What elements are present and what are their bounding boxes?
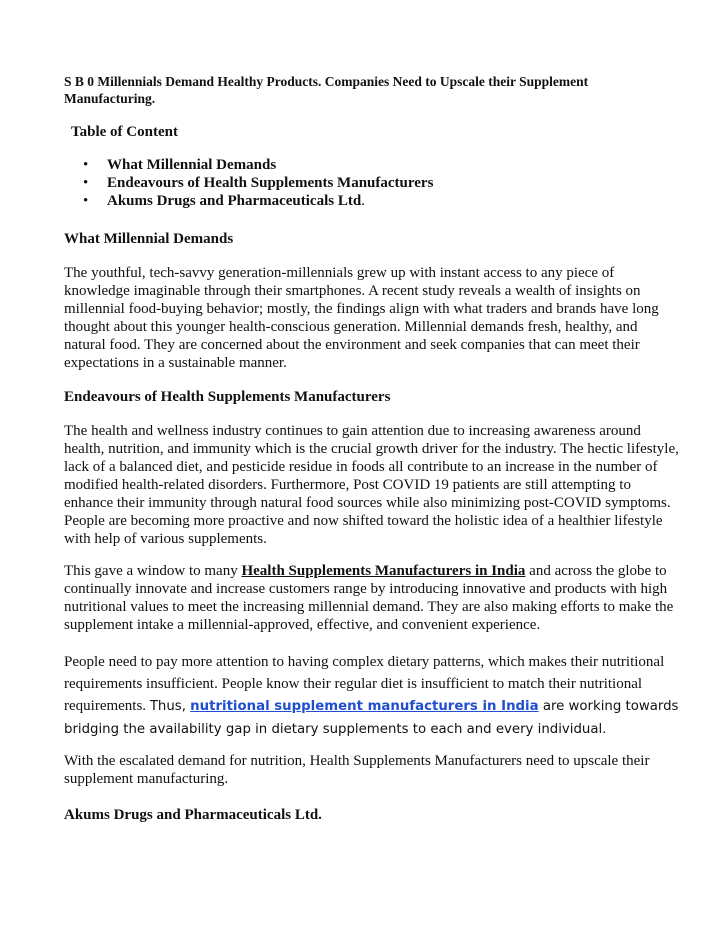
toc-item-label: Endeavours of Health Supplements Manufacturers — [107, 175, 434, 191]
toc-list — [80, 156, 433, 210]
toc-item-what-millennial-demands[interactable] — [80, 156, 433, 174]
toc-heading: Table of Content — [71, 124, 178, 140]
section-heading-endeavours: Endeavours of Health Supplements Manufacturers — [64, 389, 391, 405]
document-title: S B 0 Millennials Demand Healthy Products. Companies Need to Upscale their Supplement Manufacturing. — [64, 74, 589, 106]
toc-item-akums[interactable] — [80, 192, 433, 210]
toc-item-label: What Millennial Demands — [107, 157, 277, 173]
section-heading-akums: Akums Drugs and Pharmaceuticals Ltd. — [64, 807, 322, 823]
toc-item-suffix: . — [361, 193, 365, 209]
section-paragraph — [64, 562, 682, 634]
text-span: This gave a window to many — [64, 563, 242, 579]
section-paragraph: The health and wellness industry continues to gain attention due to increasing awareness around health, nutrition, and immunity which is the crucial growth driver for the industry. The hectic lifestyle, lack of a balanced diet, and pesticide residue in foods all contribute to an increase in the number of modified health-related disorders. Furthermore, Post COVID 19 patients are still attempting to enhance their immunity through natural food sources while also minimizing post-COVID symptoms. People are becoming more proactive and now shifted toward the holistic idea of a healthier lifestyle with help of various supplements. — [64, 423, 679, 547]
section-heading-what-millennial-demands: What Millennial Demands — [64, 231, 234, 247]
section-paragraph: The youthful, tech-savvy generation-millennials grew up with instant access to any piece of knowledge imaginable through their smartphones. A recent study reveals a wealth of insights on millennial food-buying behavior; mostly, the findings align with what traders and brands have long thought about this younger health-conscious generation. Millennial demands fresh, healthy, and natural food. They are concerned about the environment and seek companies that can meet their expectations in a sustainable manner. — [64, 265, 659, 371]
text-span: People need to pay more attention to having complex dietary patterns, which makes their nutritional requirements insufficient. People know their regular diet is insufficient to match their nutritional requirements. — [64, 654, 665, 714]
health-supplements-manufacturers-link[interactable]: Health Supplements Manufacturers in India — [241, 563, 526, 579]
text-span: are working towards bridging the availability gap in dietary supplements to each and every individual. — [64, 699, 679, 737]
section-paragraph: With the escalated demand for nutrition, Health Supplements Manufacturers need to upscale their supplement manufacturing. — [64, 753, 650, 787]
text-span: Thus, — [149, 699, 191, 714]
text-span: and across the globe to continually innovate and increase customers range by introducing innovative and products with high nutritional values to meet the increasing millennial demand. They are also making efforts to make the supplement intake a millennial-approved, effective, and convenient experience. — [64, 563, 674, 633]
section-paragraph — [64, 651, 682, 741]
toc-item-label: Akums Drugs and Pharmaceuticals Ltd — [107, 193, 362, 209]
nutritional-supplement-manufacturers-link[interactable]: nutritional supplement manufacturers in India — [190, 699, 539, 714]
toc-item-endeavours[interactable] — [80, 174, 433, 192]
